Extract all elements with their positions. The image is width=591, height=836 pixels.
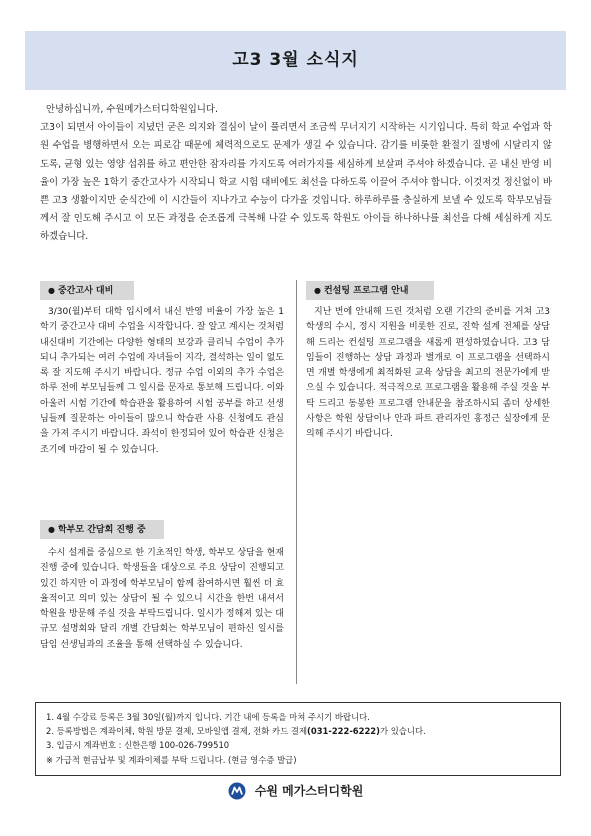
intro-text bbox=[40, 101, 552, 247]
notice-line-2 bbox=[46, 724, 560, 738]
page-title: 고3 3월 소식지 bbox=[232, 50, 359, 70]
notice-phone: (031-222-6222) bbox=[307, 726, 380, 737]
consulting-heading-label: 컨설팅 프로그램 안내 bbox=[323, 286, 409, 296]
intro-greeting: 안녕하십니까, 수원메가스터디학원입니다. bbox=[46, 104, 218, 115]
notice-box bbox=[35, 702, 561, 776]
midterm-heading bbox=[40, 281, 134, 300]
footer bbox=[0, 780, 591, 800]
title-bar bbox=[25, 31, 566, 90]
meeting-heading-label: 학부모 간담회 진행 중 bbox=[57, 525, 146, 535]
bullet-icon: ● bbox=[48, 286, 55, 295]
midterm-text: 3/30(월)부터 대학 입시에서 내신 반영 비율이 가장 높은 1학기 중간고사 대비 수업을 시작합니다. 잘 알고 계시는 것처럼 내신대비 기간에는 다양한 형태의 보강과 클리닉 수업이 추가되니 추가되는 여러 수업에 자녀들이 지각, 결석하는 일이 없도록 잘 지도해 주시기 바랍니다. 정규 수업 이외의 추가 수업은 하루 전에 부모님들께 그 일시를 문자로 통보해 드립니다. 이와 아울러 시험 기간에 학습관을 활용하여 시험 공부를 하고 선생님들께 질문하는 아이들이 많으니 학습관 사용 신청에도 관심을 가져 주시기 바랍니다. 좌석이 한정되어 있어 학습관 신청은 조기에 마감이 될 수 있습니다. bbox=[40, 307, 284, 455]
bullet-icon: ● bbox=[48, 525, 55, 534]
mega-logo-icon bbox=[228, 782, 246, 800]
column-divider bbox=[296, 280, 297, 684]
midterm-body bbox=[40, 305, 284, 458]
notice-line-2-text: 2. 등록방법은 계좌이체, 학원 방문 결제, 모바일앱 결제, 전화 카드 결제 bbox=[46, 726, 308, 737]
intro-body: 고3이 되면서 아이들이 지녔던 굳은 의지와 결심이 날이 풀리면서 조금씩 무너지기 시작하는 시기입니다. 특히 학교 수업과 학원 수업을 병행하면서 오는 피로감 때문에 체력적으로도 문제가 생길 수 있습니다. 감기를 비롯한 환절기 질병에 시달리지 않도록, 균형 있는 영양 섭취를 하고 편안한 잠자리를 가지도록 여러가지를 세심하게 보살펴 주셔야 하겠습니다. 곧 내신 반영 비율이 가장 높은 1학기 중간고사가 시작되니 학교 시험 대비에도 최선을 다하도록 이끌어 주셔야 합니다. 이것저것 정신없이 바쁜 고3 생활이지만 순식간에 이 시간들이 지나가고 수능이 다가올 것입니다. 하루하루를 충실하게 보낼 수 있도록 학부모님들께서 잘 인도해 주시고 이 모든 과정을 순조롭게 극복해 나갈 수 있도록 학원도 아이들 하나하나를 최선을 다해 세심하게 지도하겠습니다. bbox=[40, 122, 552, 243]
meeting-body bbox=[40, 546, 284, 653]
footer-academy-name: 수원 메가스터디학원 bbox=[254, 784, 364, 798]
consulting-text: 지난 번에 안내해 드린 것처럼 오랜 기간의 준비를 거쳐 고3 학생의 수시, 정시 지원을 비롯한 진로, 진학 설계 전체를 상담해 드리는 컨설팅 프로그램을 새롭게 편성하였습니다. 고3 담임들이 진행하는 상담 과정과 별개로 이 프로그램을 선택하시면 개별 학생에게 최적화된 교육 상담을 최고의 전문가에게 받으실 수 있습니다. 적극적으로 프로그램을 활용해 주실 것을 부탁 드리고 동봉한 프로그램 안내문을 참조하시되 좀더 상세한 사항은 학원 상담이나 안과 파트 관리자인 홍정근 실장에게 문의해 주시기 바랍니다. bbox=[306, 307, 550, 440]
notice-line-3: 3. 입금시 계좌번호 : 신한은행 100-026-799510 bbox=[46, 740, 230, 751]
meeting-text: 수시 설계를 중심으로 한 기초적인 학생, 학부모 상담을 현재 진행 중에 있습니다. 학생들을 대상으로 주요 상담이 진행되고 있긴 하지만 이 과정에 학부모님이 함께 참여하시면 훨씬 더 효율적이고 의미 있는 상담이 될 수 있으니 시간을 한번 내셔서 학원을 방문해 주실 것을 부탁드립니다. 일시가 정해져 있는 대규모 설명회와 달리 개별 간담회는 학부모님이 편하신 일시를 담임 선생님과의 조율을 통해 선택하실 수 있습니다. bbox=[40, 548, 284, 650]
midterm-heading-label: 중간고사 대비 bbox=[57, 286, 114, 296]
notice-line-1: 1. 4월 수강료 등록은 3월 30일(월)까지 입니다. 기간 내에 등록을 마쳐 주시기 바랍니다. bbox=[46, 712, 370, 722]
consulting-heading bbox=[306, 281, 434, 300]
meeting-heading bbox=[40, 520, 164, 539]
bullet-icon: ● bbox=[314, 286, 321, 295]
notice-line-2-end: 가 있습니다. bbox=[379, 726, 426, 737]
notice-line-4: ※ 가급적 현금납부 및 계좌이체를 부탁 드립니다. (현금 영수증 발급) bbox=[46, 754, 297, 765]
consulting-body bbox=[306, 305, 550, 443]
